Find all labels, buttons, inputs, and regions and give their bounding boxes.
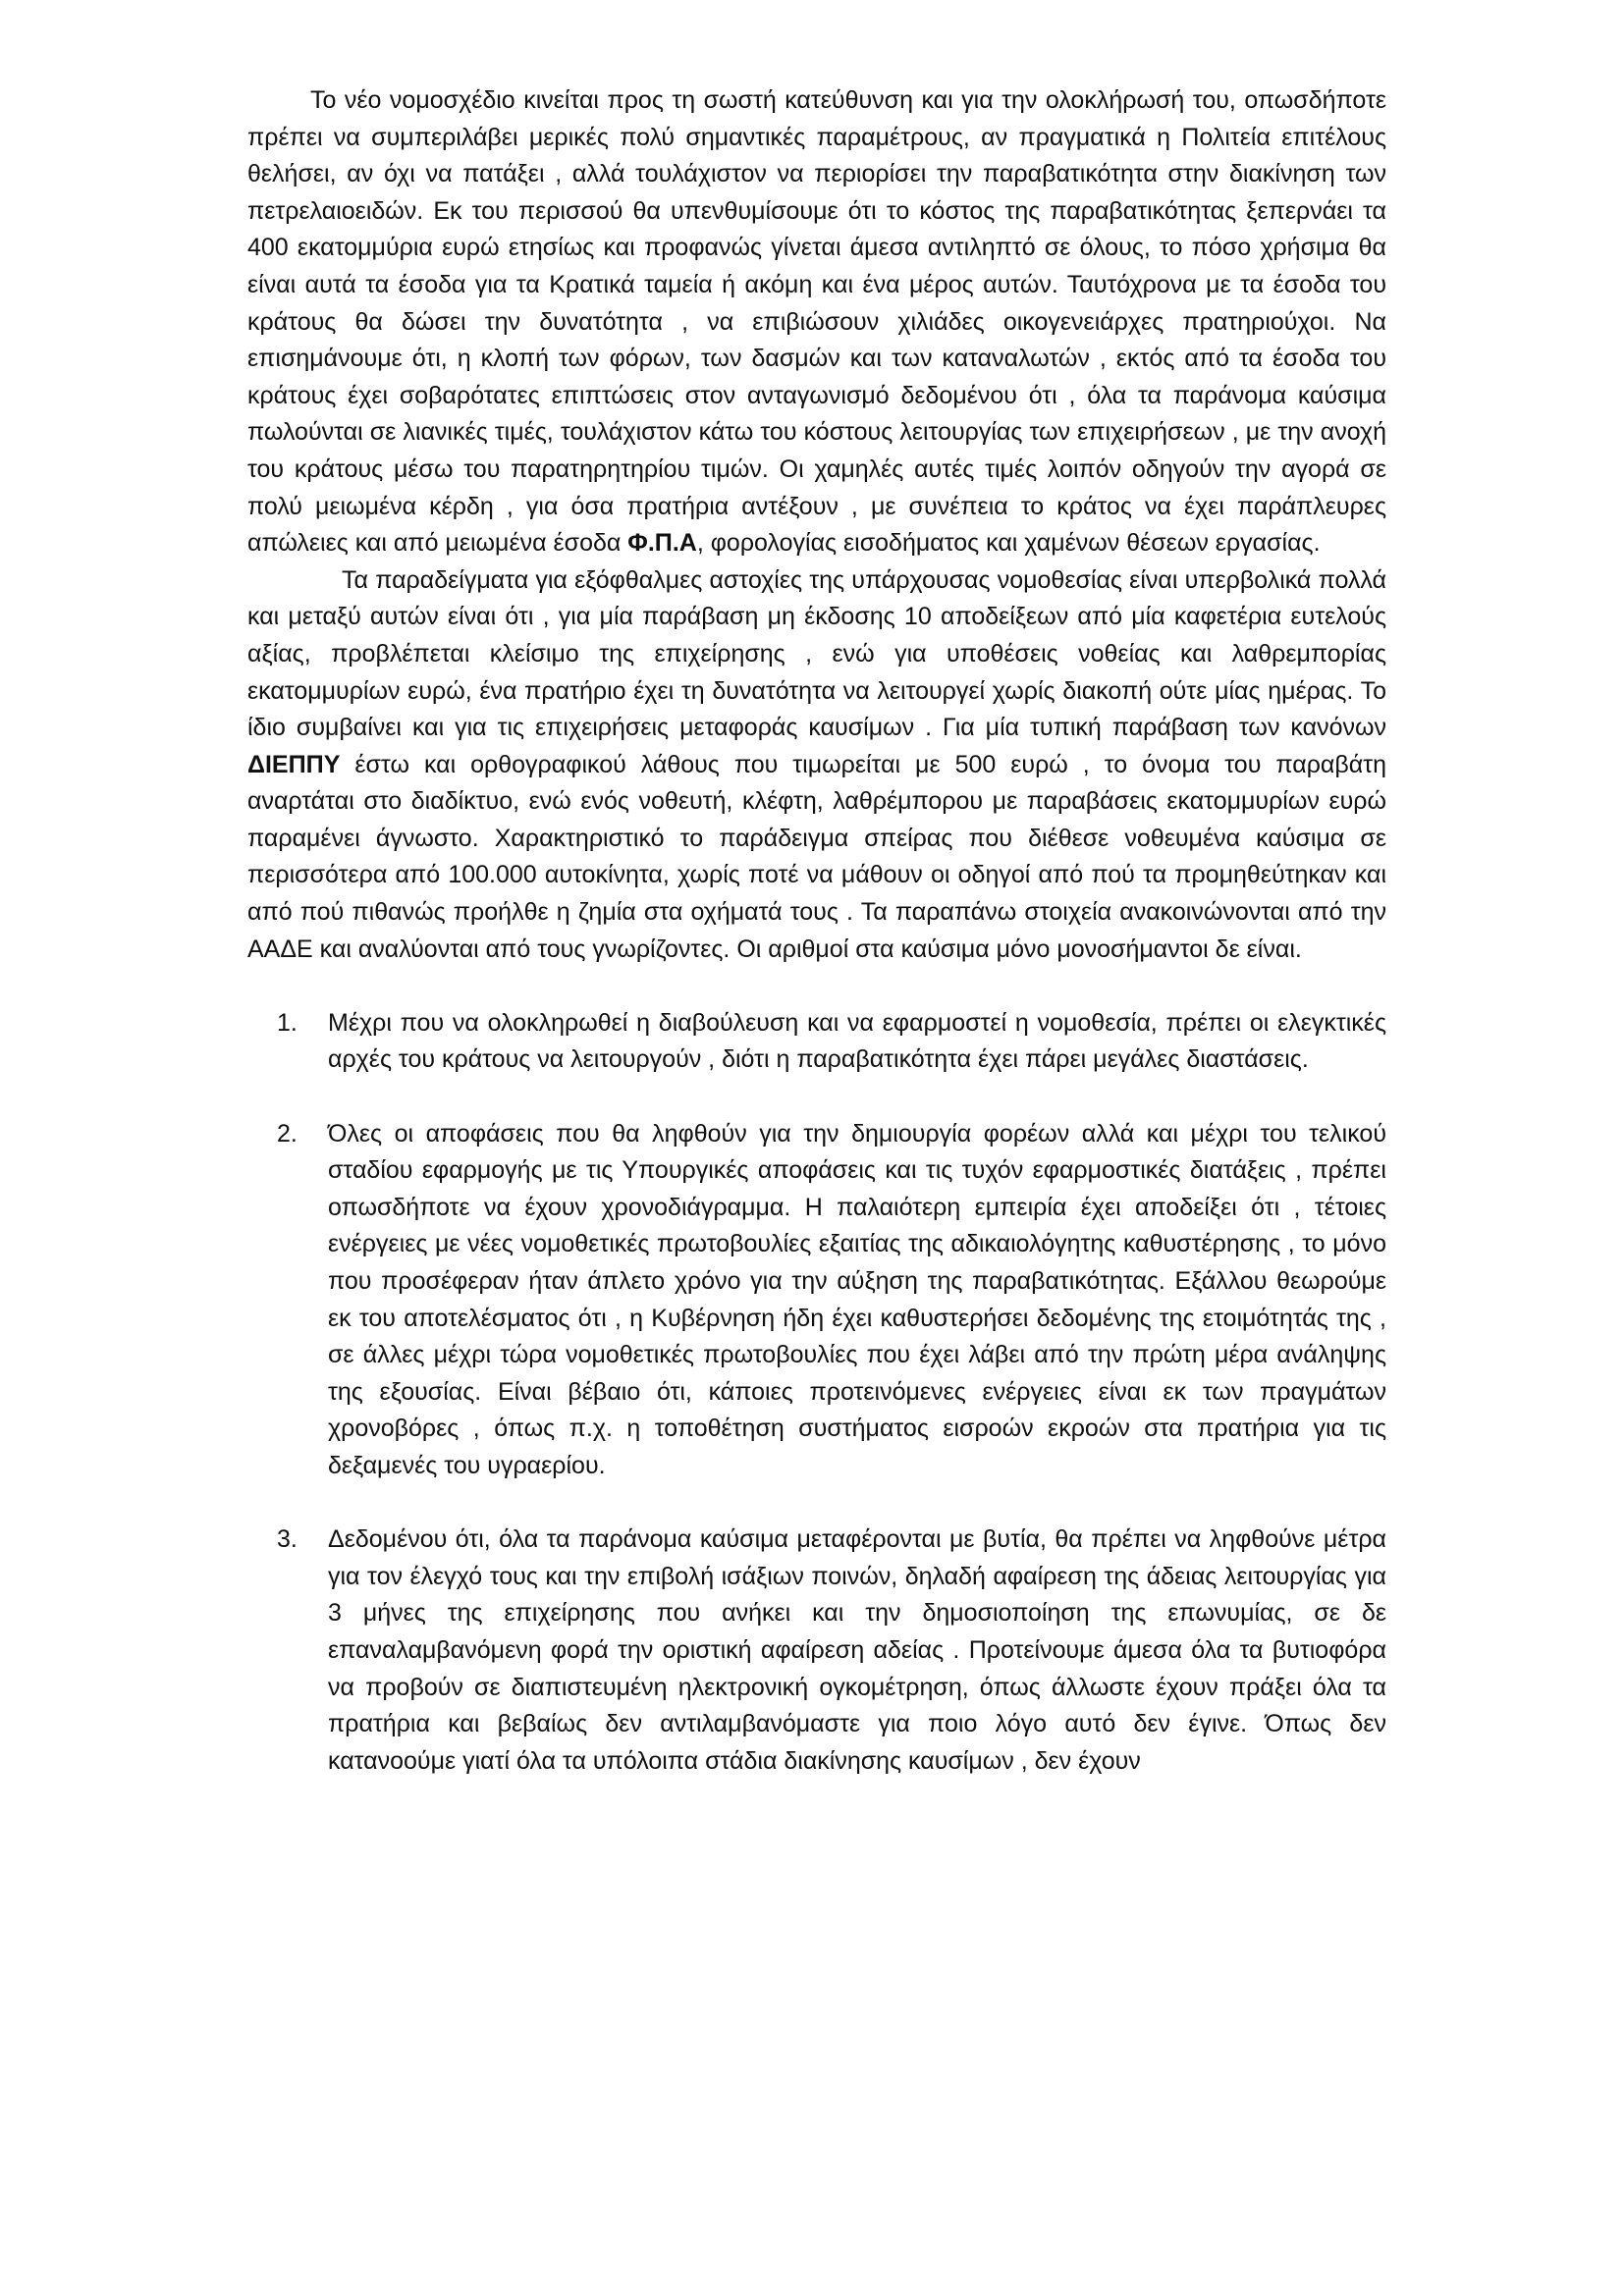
paragraph-examples-text: Τα παραδείγματα για εξόφθαλμες αστοχίες της υπάρχουσας νομοθεσίας είναι υπερβολικά πολλά και μεταξύ αυτών είναι ότι , για μία παράβαση μη έκδοσης 10 αποδείξεων από μία καφετέρια ευτελούς αξίας, προβλέπεται κλείσιμο της επιχείρησης , ενώ για υποθέσεις νοθείας και λαθρεμπορίας εκατομμυρίων ευρώ, ένα πρατήριο έχει τη δυνατότητα να λειτουργεί χωρίς διακοπή ούτε μίας ημέρας. Το ίδιο συμβαίνει και για τις επιχειρήσεις μεταφοράς καυσίμων . Για μία τυπική παράβαση των κανόνων	[247, 565, 1386, 742]
list-item-text: Δεδομένου ότι, όλα τα παράνομα καύσιμα μεταφέρονται με βυτία, θα πρέπει να ληφθούνε μέτρα για τον έλεγχό τους και την επιβολή ισάξιων ποινών, δηλαδή αφαίρεση της άδειας λειτουργίας για 3 μήνες της επιχείρησης που ανήκει και την δημοσιοποίηση της επωνυμίας, σε δε επαναλαμβανόμενη φορά την οριστική αφαίρεση αδείας . Προτείνουμε άμεσα όλα τα βυτιοφόρα να προβούν σε διαπιστευμένη ηλεκτρονική ογκομέτρηση, όπως άλλωστε έχουν πράξει όλα τα πρατήρια και βεβαίως δεν αντιλαμβανόμαστε για ποιο λόγο αυτό δεν έγινε. Όπως δεν κατανοούμε γιατί όλα τα υπόλοιπα στάδια διακίνησης καυσίμων , δεν έχουν	[328, 1525, 1386, 1775]
numbered-list	[247, 1005, 1386, 1780]
document-body	[247, 82, 1386, 1817]
list-item-number: 2.	[277, 1119, 298, 1148]
paragraph-intro-text: Το νέο νομοσχέδιο κινείται προς τη σωστή κατεύθυνση και για την ολοκλήρωσή του, οπωσδήποτε πρέπει να συμπεριλάβει μερικές πολύ σημαντικές παραμέτρους, αν πραγματικά η Πολιτεία επιτέλους θελήσει, αν όχι να πατάξει , αλλά τουλάχιστον να περιορίσει την παραβατικότητα στην διακίνηση των πετρελαιοειδών. Εκ του περισσού θα υπενθυμίσουμε ότι το κόστος της παραβατικότητας ξεπερνάει τα 400 εκατομμύρια ευρώ ετησίως και προφανώς γίνεται άμεσα αντιληπτό σε όλους, το πόσο χρήσιμα θα είναι αυτά τα έσοδα για τα Κρατικά ταμεία ή ακόμη και ένα μέρος αυτών. Ταυτόχρονα με τα έσοδα του κράτους θα δώσει την δυνατότητα , να επιβιώσουν χιλιάδες οικογενειάρχες πρατηριούχοι. Να επισημάνουμε ότι, η κλοπή των φόρων, των δασμών και των καταναλωτών , εκτός από τα έσοδα του κράτους έχει σοβαρότατες επιπτώσεις στον ανταγωνισμό δεδομένου ότι , όλα τα παράνομα καύσιμα πωλούνται σε λιανικές τιμές, τουλάχιστον κάτω του κόστους λειτουργίας των επιχειρήσεων , με την ανοχή του κράτους μέσω του παρατηρητηρίου τιμών. Οι χαμηλές αυτές τιμές λοιπόν οδηγούν την αγορά σε πολύ μειωμένα κέρδη , για όσα πρατήρια αντέξουν , με συνέπεια το κράτος να έχει παράπλευρες απώλειες και από μειωμένα έσοδα	[247, 86, 1386, 558]
list-item-number: 1.	[277, 1008, 298, 1037]
list-item-text: Μέχρι που να ολοκληρωθεί η διαβούλευση και να εφαρμοστεί η νομοθεσία, πρέπει οι ελεγκτικές αρχές του κράτους να λειτουργούν , διότι η παραβατικότητα έχει πάρει μεγάλες διαστάσεις.	[328, 1008, 1386, 1074]
list-item	[247, 1116, 1386, 1485]
paragraph-intro-text-end: , φορολογίας εισοδήματος και χαμένων θέσεων εργασίας.	[696, 529, 1321, 558]
list-item	[247, 1005, 1386, 1079]
bold-term-fpa: Φ.Π.Α	[627, 529, 697, 558]
paragraph-examples-text-end: έστω και ορθογραφικού λάθους που τιμωρείται με 500 ευρώ , το όνομα του παραβάτη αναρτάται στο διαδίκτυο, ενώ ενός νοθευτή, κλέφτη, λαθρέμπορου με παραβάσεις εκατομμυρίων ευρώ παραμένει άγνωστο. Χαρακτηριστικό το παράδειγμα σπείρας που διέθεσε νοθευμένα καύσιμα σε περισσότερα από 100.000 αυτοκίνητα, χωρίς ποτέ να μάθουν οι οδηγοί από πού τα προμηθεύτηκαν και από πού πιθανώς προήλθε η ζημία στα οχήματά τους . Τα παραπάνω στοιχεία ανακοινώνονται από την ΑΑΔΕ και αναλύονται από τους γνωρίζοντες. Οι αριθμοί στα καύσιμα μόνο μονοσήμαντοι δε είναι.	[247, 750, 1386, 963]
paragraph-intro	[247, 82, 1386, 562]
bold-term-dieppy: ΔΙΕΠΠΥ	[247, 750, 341, 778]
list-item	[247, 1522, 1386, 1780]
paragraph-examples	[247, 562, 1386, 969]
list-item-number: 3.	[277, 1525, 298, 1554]
list-item-text: Όλες οι αποφάσεις που θα ληφθούν για την δημιουργία φορέων αλλά και μέχρι του τελικού σταδίου εφαρμογής με τις Υπουργικές αποφάσεις και τις τυχόν εφαρμοστικές διατάξεις , πρέπει οπωσδήποτε να έχουν χρονοδιάγραμμα. Η παλαιότερη εμπειρία έχει αποδείξει ότι , τέτοιες ενέργειες με νέες νομοθετικές πρωτοβουλίες εξαιτίας της αδικαιολόγητης καθυστέρησης , το μόνο που προσέφεραν ήταν άπλετο χρόνο για την αύξηση της παραβατικότητας. Εξάλλου θεωρούμε εκ του αποτελέσματος ότι , η Κυβέρνηση ήδη έχει καθυστερήσει δεδομένης της ετοιμότητάς της , σε άλλες μέχρι τώρα νομοθετικές πρωτοβουλίες που έχει λάβει από την πρώτη μέρα ανάληψης της εξουσίας. Είναι βέβαιο ότι, κάποιες προτεινόμενες ενέργειες είναι εκ των πραγμάτων χρονοβόρες , όπως π.χ. η τοποθέτηση συστήματος εισροών εκροών στα πρατήρια για τις δεξαμενές του υγραερίου.	[328, 1119, 1386, 1479]
